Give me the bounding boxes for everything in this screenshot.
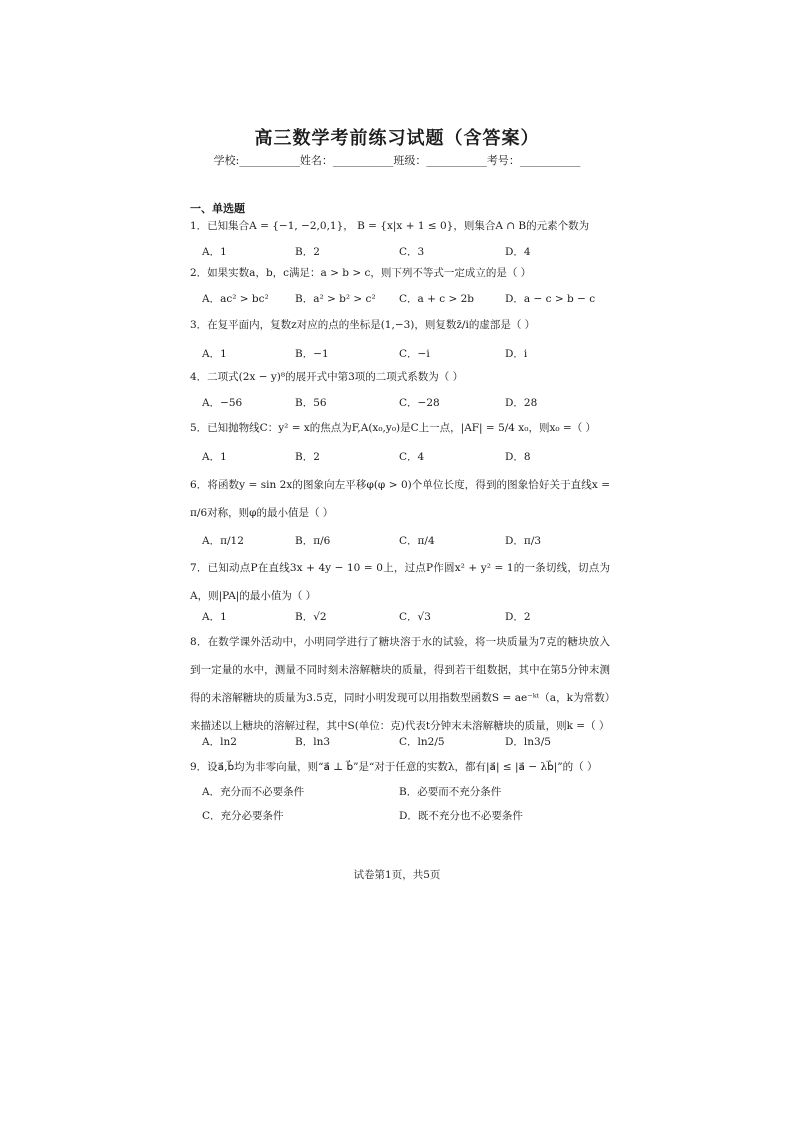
option-b: B．a² > b² > c²	[295, 293, 376, 305]
question-5-stem: 5．已知抛物线C：y² = x的焦点为F,A(x₀,y₀)是C上一点，|AF| = 5/4 x₀，则x₀ =（ ）	[190, 422, 597, 434]
question-8-stem: 8．在数学课外活动中，小明同学进行了糖块溶于水的试验，将一块质量为7克的糖块放入到一定量的水中，测量不同时刻未溶解糖块的质量，得到若干组数据，其中在第5分钟末测得的未溶解糖块的质量为3.5克，同时小明发现可以用指数型函数S = ae⁻ᵏᵗ（a，k为常数）来描述以上糖块的溶解过程，其中S(单位：克)代表t分钟末未溶解糖块的质量，则k =（ ）	[190, 636, 610, 732]
option-d: D．4	[505, 246, 531, 258]
option-d: D．2	[505, 611, 531, 623]
option-d: D．ln3/5	[505, 736, 551, 748]
option-c: C．3	[399, 246, 425, 258]
option-a: A．1	[202, 246, 227, 258]
option-a: A．π/12	[202, 535, 244, 547]
option-c: C．a + c > 2b	[399, 293, 475, 305]
page-title: 高三数学考前练习试题（含答案）	[254, 128, 540, 149]
page-footer: 试卷第1页，共5页	[353, 869, 441, 881]
option-a: A．充分而不必要条件	[202, 786, 305, 798]
option-b: B．√2	[295, 611, 327, 623]
option-b: B．56	[295, 397, 327, 409]
question-9-options-row2	[202, 808, 602, 822]
question-5-options	[202, 449, 602, 463]
question-6-options	[202, 533, 602, 547]
option-a: A．ac² > bc²	[202, 293, 269, 305]
option-b: B．2	[295, 246, 320, 258]
option-b: B．π/6	[295, 535, 331, 547]
question-7-options	[202, 609, 602, 623]
option-d: D．8	[505, 451, 531, 463]
option-d: D．a − c > b − c	[505, 293, 596, 305]
question-7-stem: 7．已知动点P在直线3x + 4y − 10 = 0上，过点P作圆x² + y² = 1的一条切线，切点为A，则|PA|的最小值为（ ）	[190, 562, 610, 602]
option-a: A．1	[202, 611, 227, 623]
question-4-stem: 4．二项式(2x − y)⁸的展开式中第3项的二项式系数为（ ）	[190, 371, 464, 383]
student-info-line: 学校:___________姓名：___________班级：___________考号：___________	[213, 154, 581, 167]
option-c: C．π/4	[399, 535, 435, 547]
question-3-stem: 3．在复平面内，复数z对应的点的坐标是(1,−3)，则复数z̄/i的虚部是（ ）	[190, 319, 536, 331]
option-a: A．ln2	[202, 736, 237, 748]
option-a: A．−56	[202, 397, 243, 409]
option-a: A．1	[202, 348, 227, 360]
option-b: B．2	[295, 451, 320, 463]
option-c: C．−28	[399, 397, 440, 409]
option-a: A．1	[202, 451, 227, 463]
option-c: C．充分必要条件	[202, 810, 284, 822]
question-4-options	[202, 395, 602, 409]
option-d: D．i	[505, 348, 528, 360]
option-c: C．√3	[399, 611, 431, 623]
section-heading: 一、单选题	[190, 202, 245, 215]
question-6-stem: 6．将函数y = sin 2x的图象向左平移φ(φ > 0)个单位长度，得到的图象恰好关于直线x = π/6对称，则φ的最小值是（ ）	[190, 479, 610, 519]
option-b: B．−1	[295, 348, 329, 360]
question-9-stem: 9．设a⃗,b⃗均为非零向量，则“a⃗ ⊥ b⃗”是“对于任意的实数λ，都有|a⃗| ≤ |a⃗ − λb⃗|”的（ ）	[190, 761, 598, 773]
question-1-stem: 1．已知集合A = {−1, −2,0,1}， B = {x|x + 1 ≤ 0}，则集合A ∩ B的元素个数为	[190, 220, 590, 232]
question-2-options	[202, 291, 602, 305]
option-d: D．既不充分也不必要条件	[399, 810, 523, 822]
option-d: D．28	[505, 397, 538, 409]
question-1-options	[202, 244, 602, 258]
option-d: D．π/3	[505, 535, 542, 547]
option-c: C．ln2/5	[399, 736, 445, 748]
question-3-options	[202, 346, 602, 360]
option-b: B．必要而不充分条件	[399, 786, 502, 798]
option-b: B．ln3	[295, 736, 331, 748]
question-2-stem: 2．如果实数a，b，c满足：a > b > c，则下列不等式一定成立的是（ ）	[190, 267, 532, 279]
option-c: C．−i	[399, 348, 430, 360]
option-c: C．4	[399, 451, 425, 463]
question-8-options	[202, 734, 602, 748]
question-9-options-row1	[202, 784, 602, 798]
